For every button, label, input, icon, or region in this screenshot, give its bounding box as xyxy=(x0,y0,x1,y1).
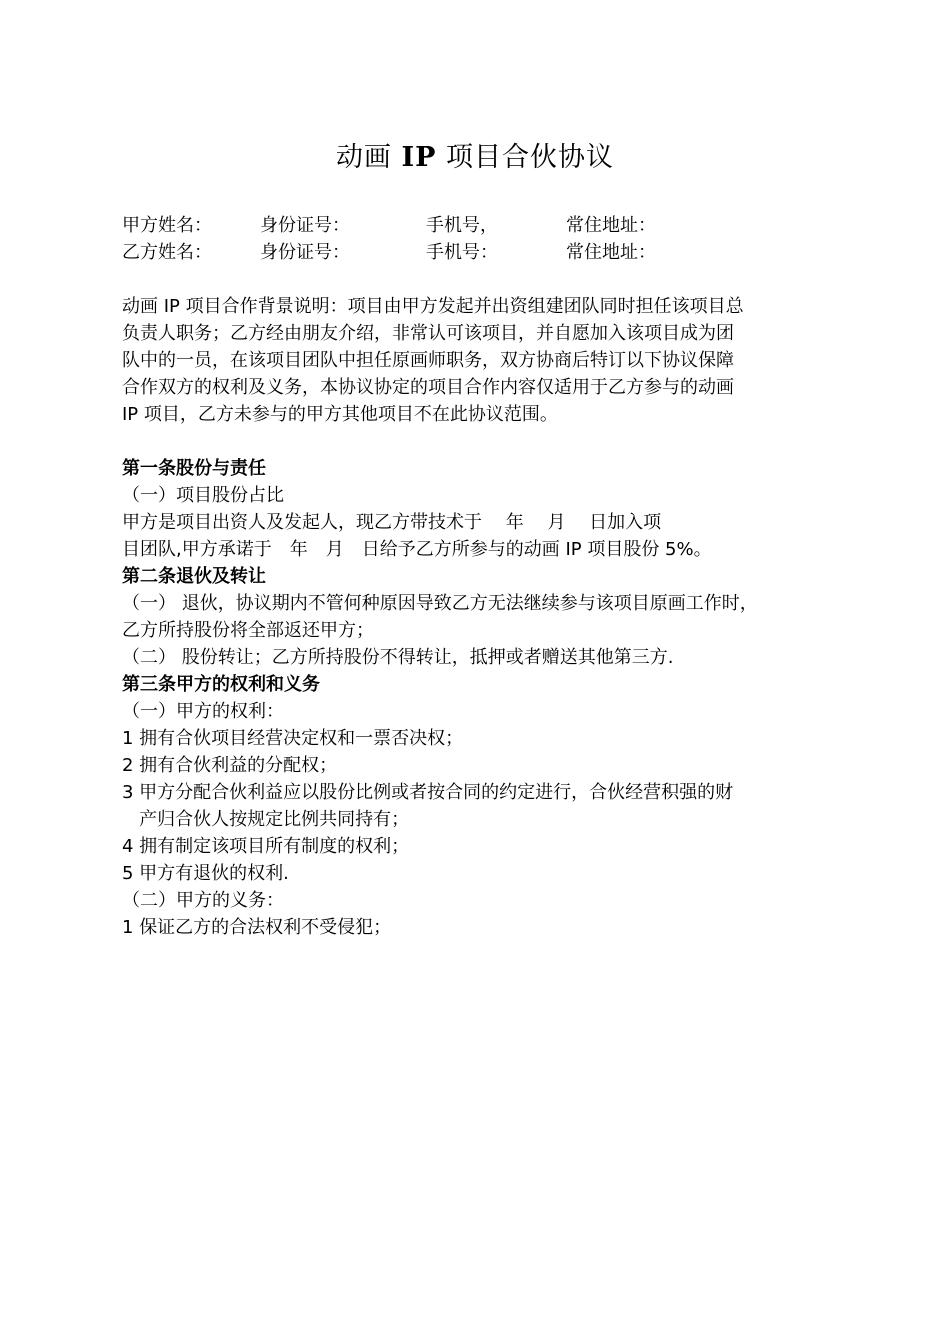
title-ip: IP xyxy=(401,142,437,173)
party-a-phone-label: 手机号， xyxy=(426,215,498,236)
article3-rights-item: 3 甲方分配合伙利益应以股份比例或者按合同的约定进行，合伙经营积强的财 xyxy=(122,782,734,803)
article3-rights-item: 2 拥有合伙利益的分配权； xyxy=(122,755,338,776)
article3-rights-item: 4 拥有制定该项目所有制度的权利； xyxy=(122,836,410,857)
article2-line: （一） 退伙，协议期内不管何种原因导致乙方无法继续参与该项目原画工作时， xyxy=(122,593,758,614)
background-line: 合作双方的权利及义务，本协议协定的项目合作内容仅适用于乙方参与的动画 xyxy=(122,377,734,398)
party-a-id-label: 身份证号： xyxy=(260,215,350,236)
article3-duties-item: 1 保证乙方的合法权利不受侵犯； xyxy=(122,917,392,938)
party-b-name-label: 乙方姓名： xyxy=(122,242,212,263)
party-a-address-label: 常住地址： xyxy=(566,215,656,236)
article1-subheading: （一）项目股份占比 xyxy=(122,485,284,506)
article2-line: 乙方所持股份将全部返还甲方； xyxy=(122,620,374,641)
article3-rights-item: 1 拥有合伙项目经营决定权和一票否决权； xyxy=(122,728,464,749)
article3-heading: 第三条甲方的权利和义务 xyxy=(122,674,320,695)
article2-heading: 第二条退伙及转让 xyxy=(122,566,266,587)
background-line: 队中的一员，在该项目团队中担任原画师职务，双方协商后特订以下协议保障 xyxy=(122,350,734,371)
party-b-phone-label: 手机号： xyxy=(426,242,498,263)
party-b-id-label: 身份证号： xyxy=(260,242,350,263)
background-line: IP 项目，乙方未参与的甲方其他项目不在此协议范围。 xyxy=(122,404,558,425)
article3-rights-heading: （一）甲方的权利： xyxy=(122,701,284,722)
title-suffix: 项目合伙协议 xyxy=(436,142,615,173)
article1-heading: 第一条股份与责任 xyxy=(122,458,266,479)
article3-duties-heading: （二）甲方的义务： xyxy=(122,890,284,911)
article3-rights-item: 5 甲方有退伙的权利. xyxy=(122,863,289,884)
background-line: 动画 IP 项目合作背景说明：项目由甲方发起并出资组建团队同时担任该项目总 xyxy=(122,296,744,317)
article3-rights-item-continued: 产归合伙人按规定比例共同持有； xyxy=(122,809,410,830)
background-line: 负责人职务；乙方经由朋友介绍，非常认可该项目，并自愿加入该项目成为团 xyxy=(122,323,734,344)
title-prefix: 动画 xyxy=(335,142,402,173)
party-b-address-label: 常住地址： xyxy=(566,242,656,263)
article2-line: （二） 股份转让；乙方所持股份不得转让，抵押或者赠送其他第三方. xyxy=(122,647,674,668)
article1-line: 甲方是项目出资人及发起人，现乙方带技术于 年 月 日加入项 xyxy=(122,512,662,533)
article1-line: 目团队,甲方承诺于 年 月 日给予乙方所参与的动画 IP 项目股份 5%。 xyxy=(122,539,712,560)
document-title xyxy=(0,140,950,176)
party-a-name-label: 甲方姓名： xyxy=(122,215,212,236)
